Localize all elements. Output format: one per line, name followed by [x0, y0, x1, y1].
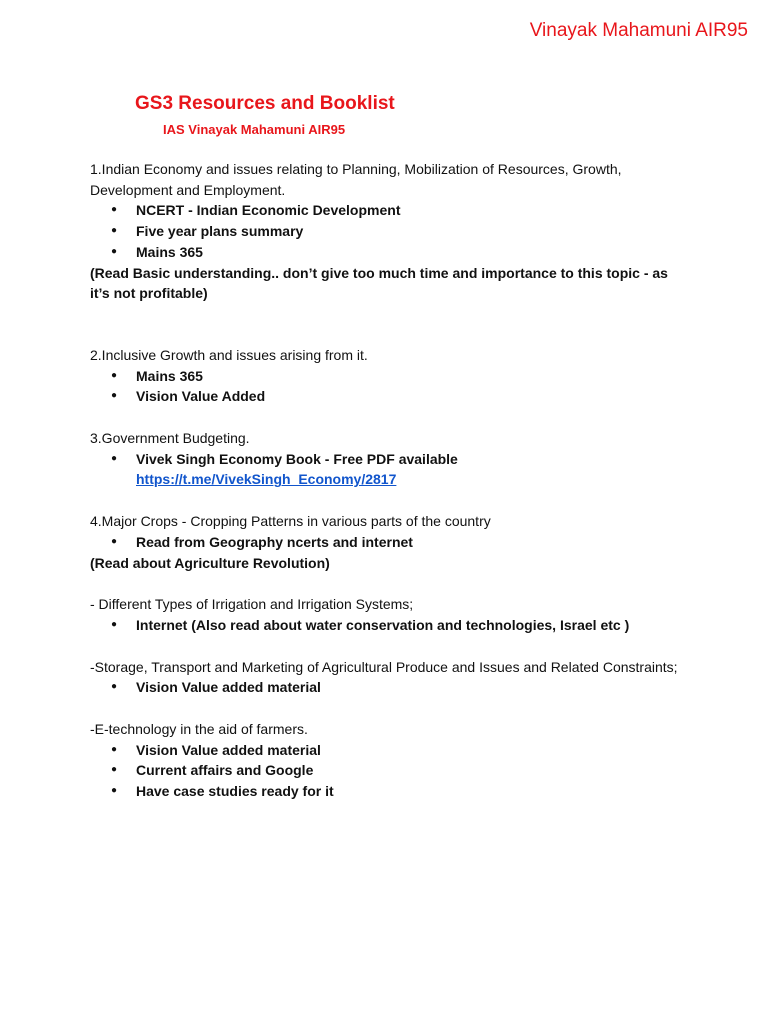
list-item: ● Vivek Singh Economy Book - Free PDF available [90, 449, 690, 470]
section-heading: -E-technology in the aid of farmers. [90, 721, 308, 738]
spacer [90, 636, 690, 657]
section-e-technology [90, 719, 690, 802]
list-item: ● Vision Value added material [90, 740, 690, 761]
list-item: ● Mains 365 [90, 242, 690, 263]
list-item: ● Five year plans summary [90, 221, 690, 242]
bullet-list [90, 532, 690, 553]
section-heading: 4.Major Crops - Cropping Patterns in various parts of the country [90, 513, 491, 530]
document-body [90, 159, 690, 802]
doc-subtitle: IAS Vinayak Mahamuni AIR95 [163, 122, 346, 137]
section-heading: 2.Inclusive Growth and issues arising from it. [90, 346, 368, 363]
section-storage-marketing [90, 657, 690, 698]
list-item: ● Have case studies ready for it [90, 781, 690, 802]
list-item: ● Mains 365 [90, 366, 690, 387]
list-item: ● Read from Geography ncerts and internet [90, 532, 690, 553]
bullet-list [90, 615, 690, 636]
spacer [90, 490, 690, 511]
list-item: ● NCERT - Indian Economic Development [90, 200, 690, 221]
list-item: ● Current affairs and Google [90, 760, 690, 781]
section-economy-planning [90, 159, 690, 304]
section-heading: 3.Government Budgeting. [90, 430, 250, 447]
section-heading: - Different Types of Irrigation and Irrigation Systems; [90, 596, 414, 613]
spacer [90, 304, 690, 345]
bullet-list [90, 449, 690, 470]
doc-title: GS3 Resources and Booklist [135, 93, 395, 114]
list-item: ● Vision Value Added [90, 386, 690, 407]
section-major-crops [90, 511, 690, 573]
section-heading: 1.Indian Economy and issues relating to Planning, Mobilization of Resources, Growth, Development and Employment. [90, 161, 622, 198]
list-item: ● Internet (Also read about water conservation and technologies, Israel etc ) [90, 615, 690, 636]
section-irrigation [90, 594, 690, 635]
section-heading: -Storage, Transport and Marketing of Agricultural Produce and Issues and Related Constraints; [90, 658, 678, 675]
bullet-list [90, 366, 690, 407]
spacer [90, 698, 690, 719]
section-note: (Read about Agriculture Revolution) [90, 554, 330, 571]
spacer [90, 573, 690, 594]
list-item: ● Vision Value added material [90, 677, 690, 698]
spacer [90, 407, 690, 428]
bullet-list [90, 740, 690, 802]
bullet-list [90, 677, 690, 698]
section-inclusive-growth [90, 345, 690, 407]
section-note: (Read Basic understanding.. don’t give too much time and importance to this topic - as it’s not profitable) [90, 264, 668, 302]
telegram-link[interactable]: https://t.me/VivekSingh_Economy/2817 [136, 471, 397, 488]
bullet-list [90, 200, 690, 262]
section-government-budgeting [90, 428, 690, 490]
header-author: Vinayak Mahamuni AIR95 [529, 20, 748, 41]
